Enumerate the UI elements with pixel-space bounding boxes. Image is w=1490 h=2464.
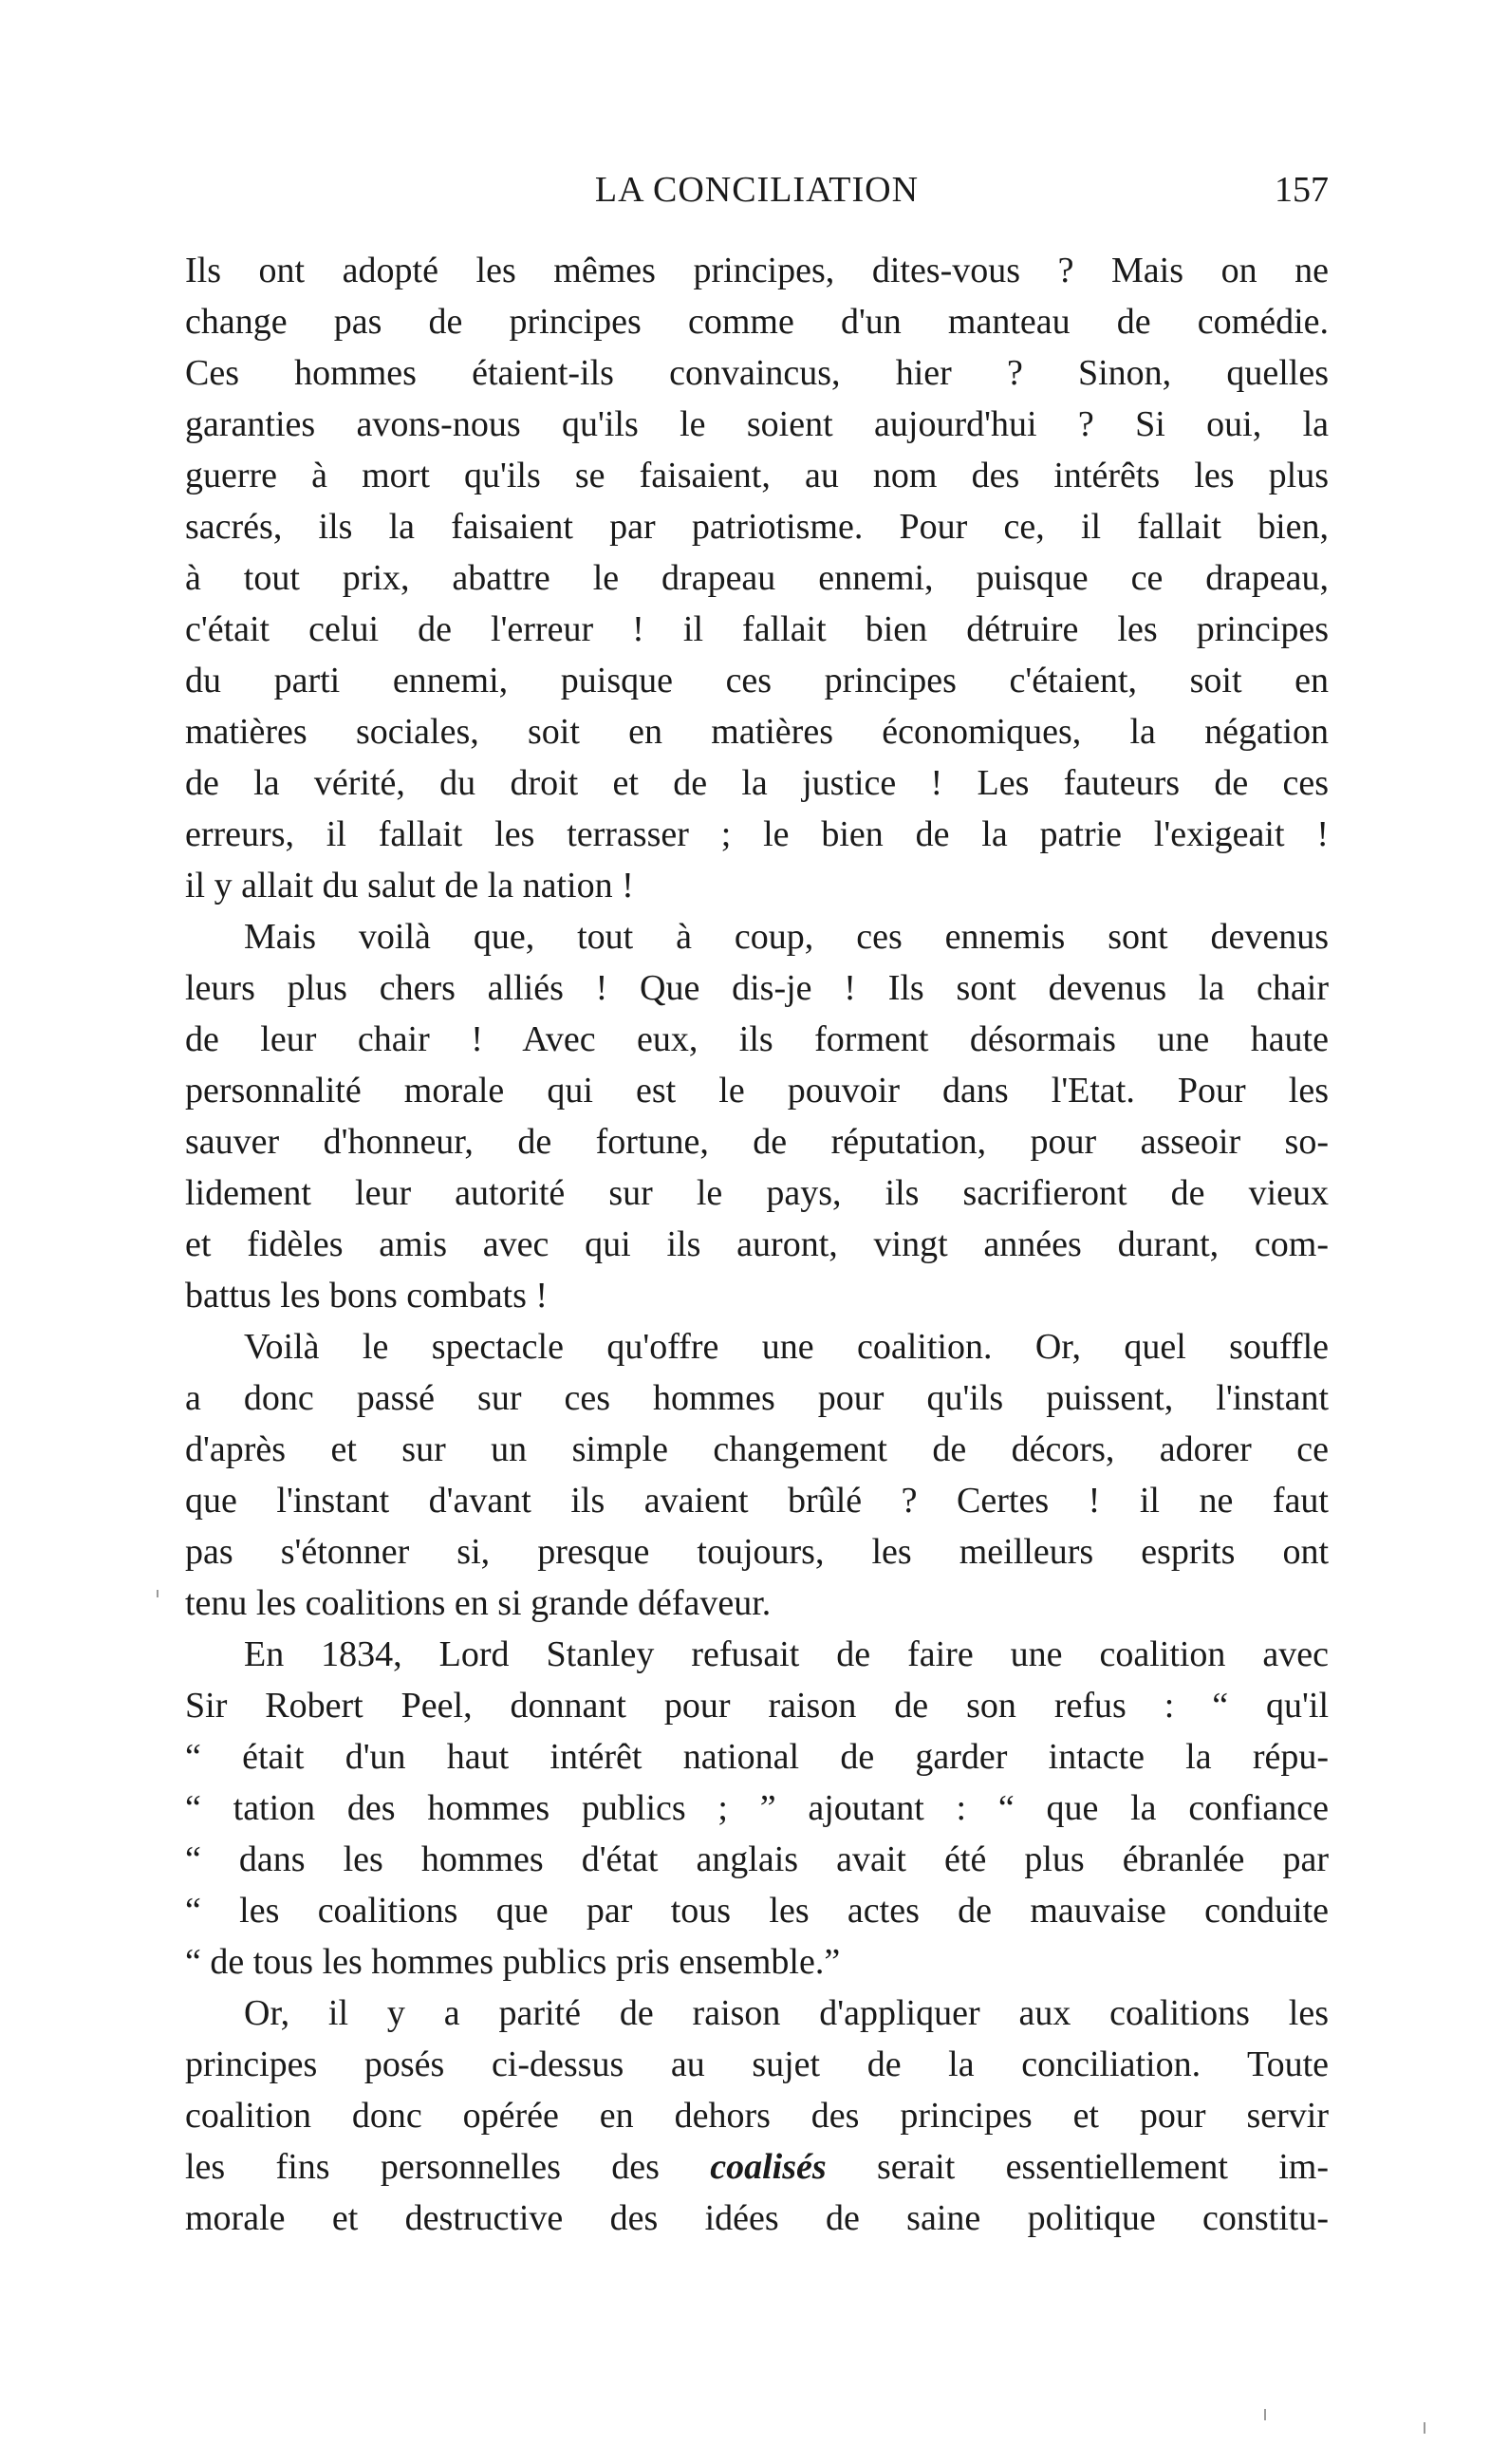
text-line: et fidèles amis avec qui ils auront, vingt années durant, com-: [185, 1224, 1329, 1264]
text-line: coalition donc opérée en dehors des principes et pour servir: [185, 2096, 1329, 2136]
page-number: 157: [1275, 170, 1329, 210]
text-line: garanties avons-nous qu'ils le soient aujourd'hui ? Si oui, la: [185, 404, 1329, 444]
text-line: En 1834, Lord Stanley refusait de faire une coalition avec: [244, 1634, 1329, 1674]
text-line: battus les bons combats !: [185, 1276, 549, 1316]
text-line: d'après et sur un simple changement de décors, adorer ce: [185, 1429, 1329, 1469]
text-line: Voilà le spectacle qu'offre une coalition. Or, quel souffle: [244, 1327, 1329, 1367]
text-line: Mais voilà que, tout à coup, ces ennemis sont devenus: [244, 917, 1329, 957]
scan-speck: [1424, 2422, 1425, 2434]
text-line: Or, il y a parité de raison d'appliquer aux coalitions les: [244, 1993, 1329, 2033]
text-line: principes posés ci-dessus au sujet de la conciliation. Toute: [185, 2044, 1329, 2084]
text-line: “ était d'un haut intérêt national de garder intacte la répu-: [185, 1737, 1329, 1777]
text-line: personnalité morale qui est le pouvoir dans l'Etat. Pour les: [185, 1071, 1329, 1111]
text-line: à tout prix, abattre le drapeau ennemi, puisque ce drapeau,: [185, 558, 1329, 598]
italic-word: coalisés: [710, 2147, 827, 2187]
text-line: que l'instant d'avant ils avaient brûlé ? Certes ! il ne faut: [185, 1481, 1329, 1521]
scan-speck: [1264, 2409, 1266, 2420]
text-line: lidement leur autorité sur le pays, ils sacrifieront de vieux: [185, 1173, 1329, 1213]
text-line: pas s'étonner si, presque toujours, les meilleurs esprits ont: [185, 1532, 1329, 1572]
text-line: a donc passé sur ces hommes pour qu'ils puissent, l'instant: [185, 1378, 1329, 1418]
text-line: de la vérité, du droit et de la justice ! Les fauteurs de ces: [185, 763, 1329, 803]
text-segment: les fins personnelles des: [185, 2147, 711, 2187]
text-line: “ tation des hommes publics ; ” ajoutant : “ que la confiance: [185, 1788, 1329, 1828]
text-line: guerre à mort qu'ils se faisaient, au nom des intérêts les plus: [185, 456, 1329, 495]
text-segment: serait essentiellement im-: [826, 2147, 1330, 2187]
text-line: erreurs, il fallait les terrasser ; le bien de la patrie l'exigeait !: [185, 814, 1329, 854]
body-text: [185, 245, 1329, 2244]
running-head: [185, 169, 1329, 216]
text-line: matières sociales, soit en matières économiques, la négation: [185, 712, 1329, 752]
text-line: c'était celui de l'erreur ! il fallait bien détruire les principes: [185, 609, 1329, 649]
text-line: sauver d'honneur, de fortune, de réputation, pour asseoir so-: [185, 1122, 1329, 1162]
text-line: Sir Robert Peel, donnant pour raison de son refus : “ qu'il: [185, 1686, 1329, 1726]
text-line: sacrés, ils la faisaient par patriotisme. Pour ce, il fallait bien,: [185, 507, 1329, 547]
text-line: morale et destructive des idées de saine politique constitu-: [185, 2198, 1329, 2238]
text-line: leurs plus chers alliés ! Que dis-je ! Ils sont devenus la chair: [185, 968, 1329, 1008]
text-line: du parti ennemi, puisque ces principes c'étaient, soit en: [185, 661, 1329, 700]
text-line: tenu les coalitions en si grande défaveur.: [185, 1583, 772, 1623]
text-line: “ de tous les hommes publics pris ensemble.”: [185, 1942, 841, 1982]
text-line: il y allait du salut de la nation !: [185, 866, 634, 905]
text-line: Ces hommes étaient-ils convaincus, hier ? Sinon, quelles: [185, 353, 1329, 393]
text-line: de leur chair ! Avec eux, ils forment désormais une haute: [185, 1019, 1329, 1059]
running-title: LA CONCILIATION: [594, 170, 920, 210]
text-line-italic: [185, 2141, 1329, 2193]
text-line: Ils ont adopté les mêmes principes, dites-vous ? Mais on ne: [185, 251, 1329, 290]
text-line: “ les coalitions que par tous les actes de mauvaise conduite: [185, 1891, 1329, 1931]
text-line: “ dans les hommes d'état anglais avait été plus ébranlée par: [185, 1839, 1329, 1879]
text-line: change pas de principes comme d'un manteau de comédie.: [185, 302, 1329, 342]
scan-speck: [157, 1590, 158, 1597]
